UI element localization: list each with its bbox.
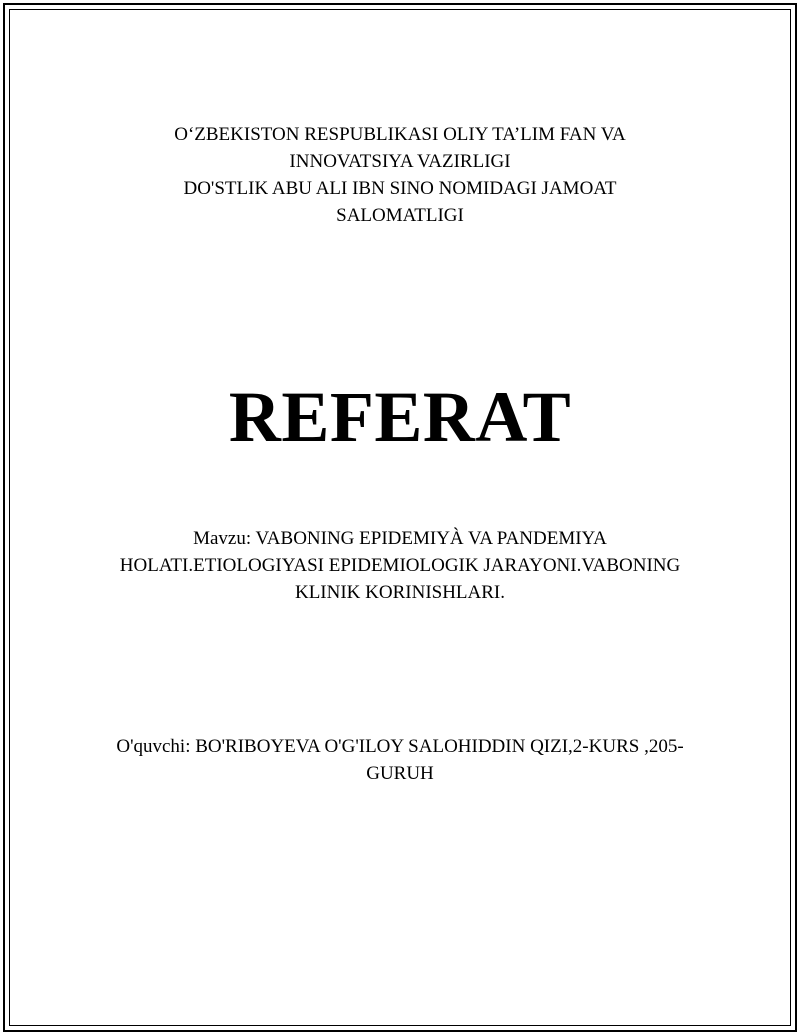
- institution-line: DO'STLIK ABU ALI IBN SINO NOMIDAGI JAMOAT: [183, 178, 617, 199]
- institution-header: [100, 121, 700, 229]
- student-line: GURUH: [366, 763, 434, 784]
- student-block: [100, 733, 700, 787]
- institution-line: INNOVATSIYA VAZIRLIGI: [289, 151, 511, 172]
- institution-line: SALOMATLIGI: [336, 205, 464, 226]
- student-line: O'quvchi: BO'RIBOYEVA O'G'ILOY SALOHIDDIN QIZI,2-KURS ,205-: [116, 736, 684, 757]
- topic-line: KLINIK KORINISHLARI.: [294, 582, 506, 603]
- topic-block: [100, 525, 700, 606]
- topic-line: HOLATI.ETIOLOGIYASI EPIDEMIOLOGIK JARAYONI.VABONING: [119, 555, 681, 576]
- topic-line: Mavzu: VABONING EPIDEMIYÀ VA PANDEMIYA: [193, 528, 607, 549]
- document-title: REFERAT: [228, 377, 572, 457]
- institution-line: O‘ZBEKISTON RESPUBLIKASI OLIY TA’LIM FAN VA: [174, 124, 626, 145]
